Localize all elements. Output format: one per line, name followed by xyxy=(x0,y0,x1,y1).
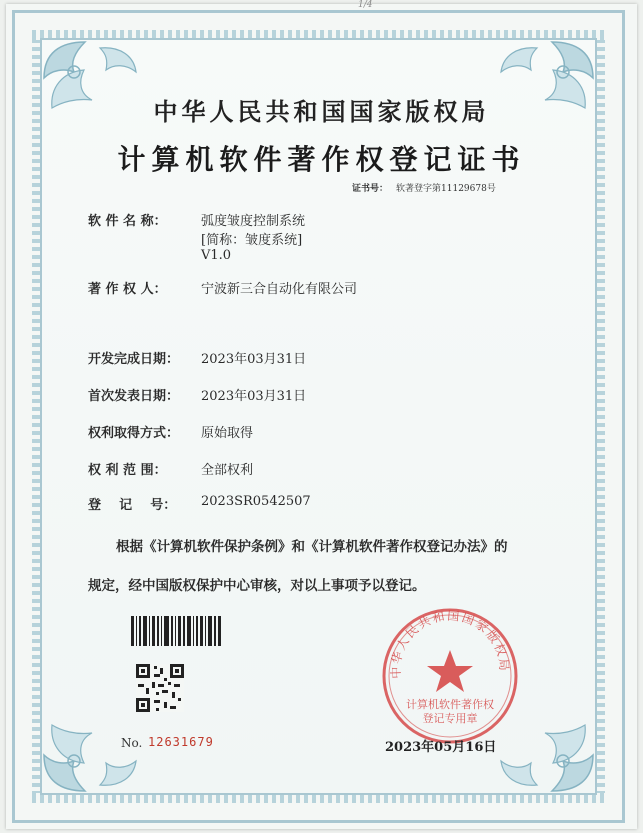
qr-code xyxy=(136,664,184,712)
issuing-authority: 中华人民共和国国家版权局 xyxy=(153,97,490,126)
declaration-line-1: 根据《计算机软件保护条例》和《计算机软件著作权登记办法》的 xyxy=(116,539,508,555)
dev-completion-date-value: 2023年03月31日 xyxy=(201,352,307,367)
seal-star-icon xyxy=(427,650,473,692)
rights-acquisition-value: 原始取得 xyxy=(201,426,254,441)
software-name-label: 软 件 名 称： xyxy=(88,214,167,229)
dev-completion-date-label: 开发完成日期： xyxy=(88,352,180,367)
certificate-number-value: 软著登字第11129678号 xyxy=(396,184,496,194)
software-short-name: [简称：皱度系统] xyxy=(201,233,303,248)
first-publication-date-label: 首次发表日期： xyxy=(88,389,180,404)
handwritten-note: 1/4 xyxy=(358,0,373,10)
rights-scope-label: 权 利 范 围： xyxy=(88,463,167,478)
serial-number-label: No. xyxy=(121,736,143,750)
first-publication-date-value: 2023年03月31日 xyxy=(201,389,307,404)
seal-center-line-2: 登记专用章 xyxy=(422,712,478,725)
barcode xyxy=(131,616,223,646)
registration-number-label: 登 记 号： xyxy=(88,498,177,513)
rights-scope-value: 全部权利 xyxy=(201,463,254,478)
certificate-title: 计算机软件著作权登记证书 xyxy=(117,143,526,176)
serial-number: 12631679 xyxy=(148,735,214,749)
declaration-line-2: 规定，经中国版权保护中心审核，对以上事项予以登记。 xyxy=(88,578,426,594)
rights-acquisition-label: 权利取得方式： xyxy=(88,426,180,441)
copyright-owner-label: 著 作 权 人： xyxy=(88,282,167,297)
certificate-number-label: 证书号： xyxy=(352,184,389,194)
registration-number-value: 2023SR0542507 xyxy=(201,494,311,509)
copyright-owner-value: 宁波新三合自动化有限公司 xyxy=(201,282,358,297)
software-name-value: 弧度皱度控制系统 xyxy=(201,214,306,229)
seal-center-line-1: 计算机软件著作权 xyxy=(406,698,494,711)
issue-date: 2023年05月16日 xyxy=(385,740,497,755)
software-version: V1.0 xyxy=(201,248,232,263)
certificate-number xyxy=(352,181,496,194)
seal-ring-text: 中华人民共和国国家版权局 xyxy=(388,608,512,680)
official-seal xyxy=(380,606,520,746)
